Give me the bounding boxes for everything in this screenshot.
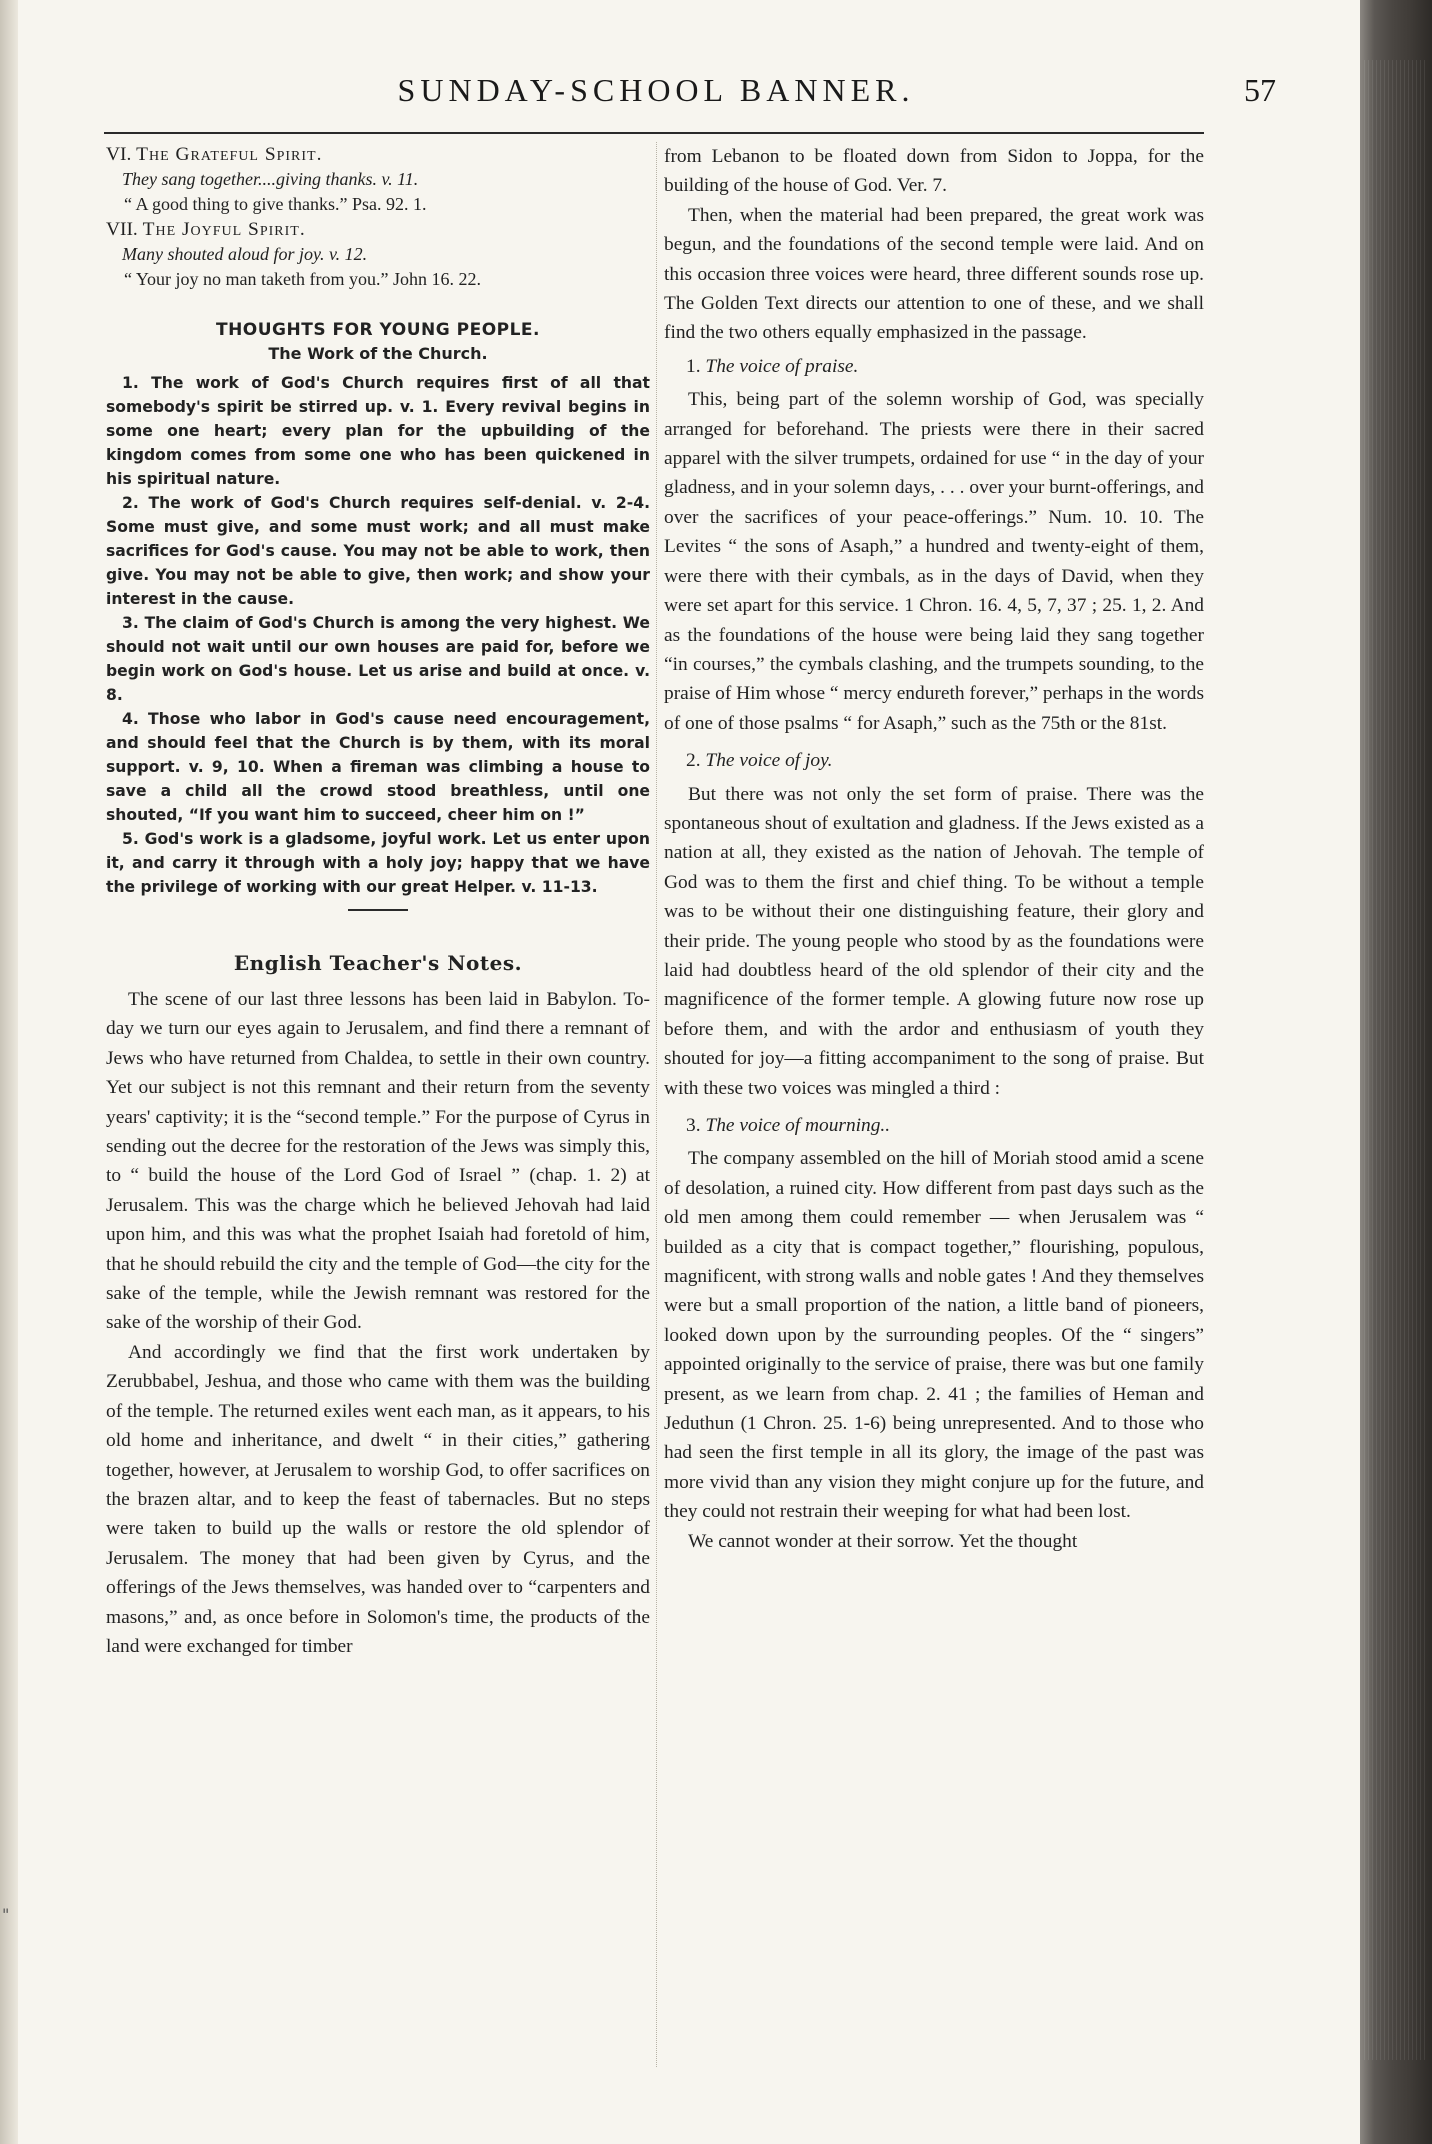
body-paragraph: Then, when the material had been prepared, the great work was begun, and the foundations of the second temple were laid. And on this occasion three voices were heard, three different sounds rose up. The Golden Text directs our attention to one of these, and we shall find the two others equally emphasized in the passage. — [664, 204, 1204, 344]
body-paragraph: We cannot wonder at their sorrow. Yet the thought — [688, 1530, 1078, 1552]
outline-quote: Many shouted aloud for joy. v. 12. — [122, 244, 368, 264]
notes-heading: English Teacher's Notes. — [233, 951, 523, 975]
margin-mark: " — [2, 1905, 10, 1924]
thought-paragraph: 1. The work of God's Church requires first of all that somebody's spirit be stirred up. v. 1. Every revival begins in some one heart; every plan for the upbuilding of the kingdom comes from some one who has been quickened in his spiritual nature. — [106, 374, 650, 488]
page-number: 57 — [1244, 72, 1276, 108]
outline-title: The Joyful Spirit. — [142, 219, 306, 240]
page-stack-lines — [1364, 60, 1428, 2060]
thought-paragraph: 3. The claim of God's Church is among the very highest. We should not wait until our own houses are paid for, before we begin work on God's house. Let us arise and build at once. v. 8. — [106, 614, 650, 704]
subheading-title: The voice of mourning.. — [705, 1115, 891, 1136]
subheading-number: 2. — [686, 750, 701, 772]
outline-number: VI. — [106, 144, 132, 165]
header-rule — [104, 132, 1204, 134]
right-column — [664, 142, 1204, 1556]
section-subheading: The Work of the Church. — [268, 344, 488, 363]
subheading-title: The voice of praise. — [705, 355, 859, 377]
body-paragraph: But there was not only the set form of praise. There was the spontaneous shout of exultation and gladness. If the Jews existed as a nation at all, they existed as the nation of Jehovah. The temple of God was to them the first and chief thing. To be without a temple was to be without their one distinguishing feature, their glory and their pride. The young people who stood by as the foundations were laid had doubtless heard of the old splendor of their city and the magnificence of the former temple. A glowing future now rose up before them, and with the ardor and enthusiasm of youth they shouted for joy—a fitting accompaniment to the song of praise. But with these two voices was mingled a third : — [664, 783, 1204, 1099]
numbered-subheading — [664, 352, 1204, 381]
outline-quote: They sang together....giving thanks. v. 11. — [122, 169, 419, 189]
column-divider — [656, 142, 657, 2067]
thought-paragraph: 5. God's work is a gladsome, joyful work. Let us enter upon it, and carry it through with a holy joy; happy that we have the privilege of working with our great Helper. v. 11-13. — [106, 830, 650, 896]
body-paragraph: The scene of our last three lessons has been laid in Babylon. To-day we turn our eyes again to Jerusalem, and find there a remnant of Jews who have returned from Chaldea, to settle in their own country. Yet our subject is not this remnant and their return from the seventy years' captivity; it is the “second temple.” For the purpose of Cyrus in sending out the decree for the restoration of the Jews was simply this, to “ build the house of the Lord God of Israel ” (chap. 1. 2) at Jerusalem. This was the charge which he believed Jehovah had laid upon him, and this was what the prophet Isaiah had foretold of him, that he should rebuild the city and the temple of God—the city for the sake of the temple, while the Jewish remnant was restored for the sake of the worship of their God. — [106, 989, 650, 1334]
body-paragraph: The company assembled on the hill of Moriah stood amid a scene of desolation, a ruined city. How different from past days such as the old men among them could remember — when Jerusalem was “ builded as a city that is compact together,” flourishing, populous, magnificent, with strong walls and noble gates ! And they themselves were but a small proportion of the nation, a little band of pioneers, looked down upon by the surrounding peoples. Of the “ singers” appointed originally to the service of praise, there was but one family present, as we learn from chap. 2. 41 ; the families of Heman and Jeduthun (1 Chron. 25. 1-6) being unrepresented. And to those who had seen the first temple in all its glory, the image of the past was more vivid than any vision they might conjure up for the future, and they could not restrain their weeping for what had been lost. — [664, 1148, 1204, 1523]
section-rule — [348, 909, 408, 911]
outline-reference: “ Your joy no man taketh from you.” John 16. 22. — [124, 269, 481, 289]
body-paragraph: This, being part of the solemn worship of God, was specially arranged for beforehand. The priests were there in their sacred apparel with the silver trumpets, ordained for use “ in the day of your gladness, and in your solemn days, . . . over your burnt-offerings, and over the sacrifices of your peace-offerings.” Num. 10. 10. The Levites “ the sons of Asaph,” a hundred and twenty-eight of them, were there with their cymbals, as in the days of David, when they were set apart for this service. 1 Chron. 16. 4, 5, 7, 37 ; 25. 1, 2. And as the foundations of the house were being laid they sang together “in courses,” the cymbals clashing, and the trumpets sounding, to the praise of Him whose “ mercy endureth forever,” perhaps in the words of one of those psalms “ for Asaph,” such as the 75th or the 81st. — [664, 389, 1204, 734]
outline-item — [106, 217, 650, 292]
numbered-subheading — [664, 746, 1204, 775]
numbered-subheading — [664, 1111, 1204, 1140]
page-header — [106, 72, 1276, 122]
left-column — [106, 142, 650, 1661]
subheading-title: The voice of joy. — [705, 750, 833, 772]
subheading-number: 1. — [686, 355, 701, 377]
outline-item — [106, 142, 650, 217]
body-paragraph: from Lebanon to be floated down from Sidon to Joppa, for the building of the house of God. Ver. 7. — [664, 146, 1204, 197]
thought-paragraph: 4. Those who labor in God's cause need encouragement, and should feel that the Church is by them, with its moral support. v. 9, 10. When a fireman was climbing a house to save a child all the crowd stood breathless, until one shouted, “If you want him to succeed, cheer him on !” — [106, 710, 650, 824]
thought-paragraph: 2. The work of God's Church requires self-denial. v. 2-4. Some must give, and some must work; and all must make sacrifices for God's cause. You may not be able to work, then give. You may not be able to give, then work; and show your interest in the cause. — [106, 494, 650, 608]
outline-title: The Grateful Spirit. — [136, 144, 323, 165]
outline-number: VII. — [106, 219, 138, 240]
body-paragraph: And accordingly we find that the first work undertaken by Zerubbabel, Jeshua, and those who came with them was the building of the temple. The returned exiles went each man, as it appears, to his old home and inheritance, and dwelt “ in their cities,” gathering together, however, at Jerusalem to worship God, to offer sacrifices on the brazen altar, and to keep the feast of tabernacles. But no steps were taken to build up the walls or restore the old splendor of Jerusalem. The money that had been given by Cyrus, and the offerings of the Jews themselves, was handed over to “carpenters and masons,” and, as once before in Solomon's time, the products of the land were exchanged for timber — [106, 1341, 650, 1657]
subheading-number: 3. — [686, 1115, 701, 1136]
outline-reference: “ A good thing to give thanks.” Psa. 92. 1. — [124, 194, 427, 214]
page-gutter — [0, 0, 18, 2144]
section-heading: THOUGHTS FOR YOUNG PEOPLE. — [215, 320, 541, 340]
running-title: SUNDAY-SCHOOL BANNER. — [397, 72, 915, 108]
